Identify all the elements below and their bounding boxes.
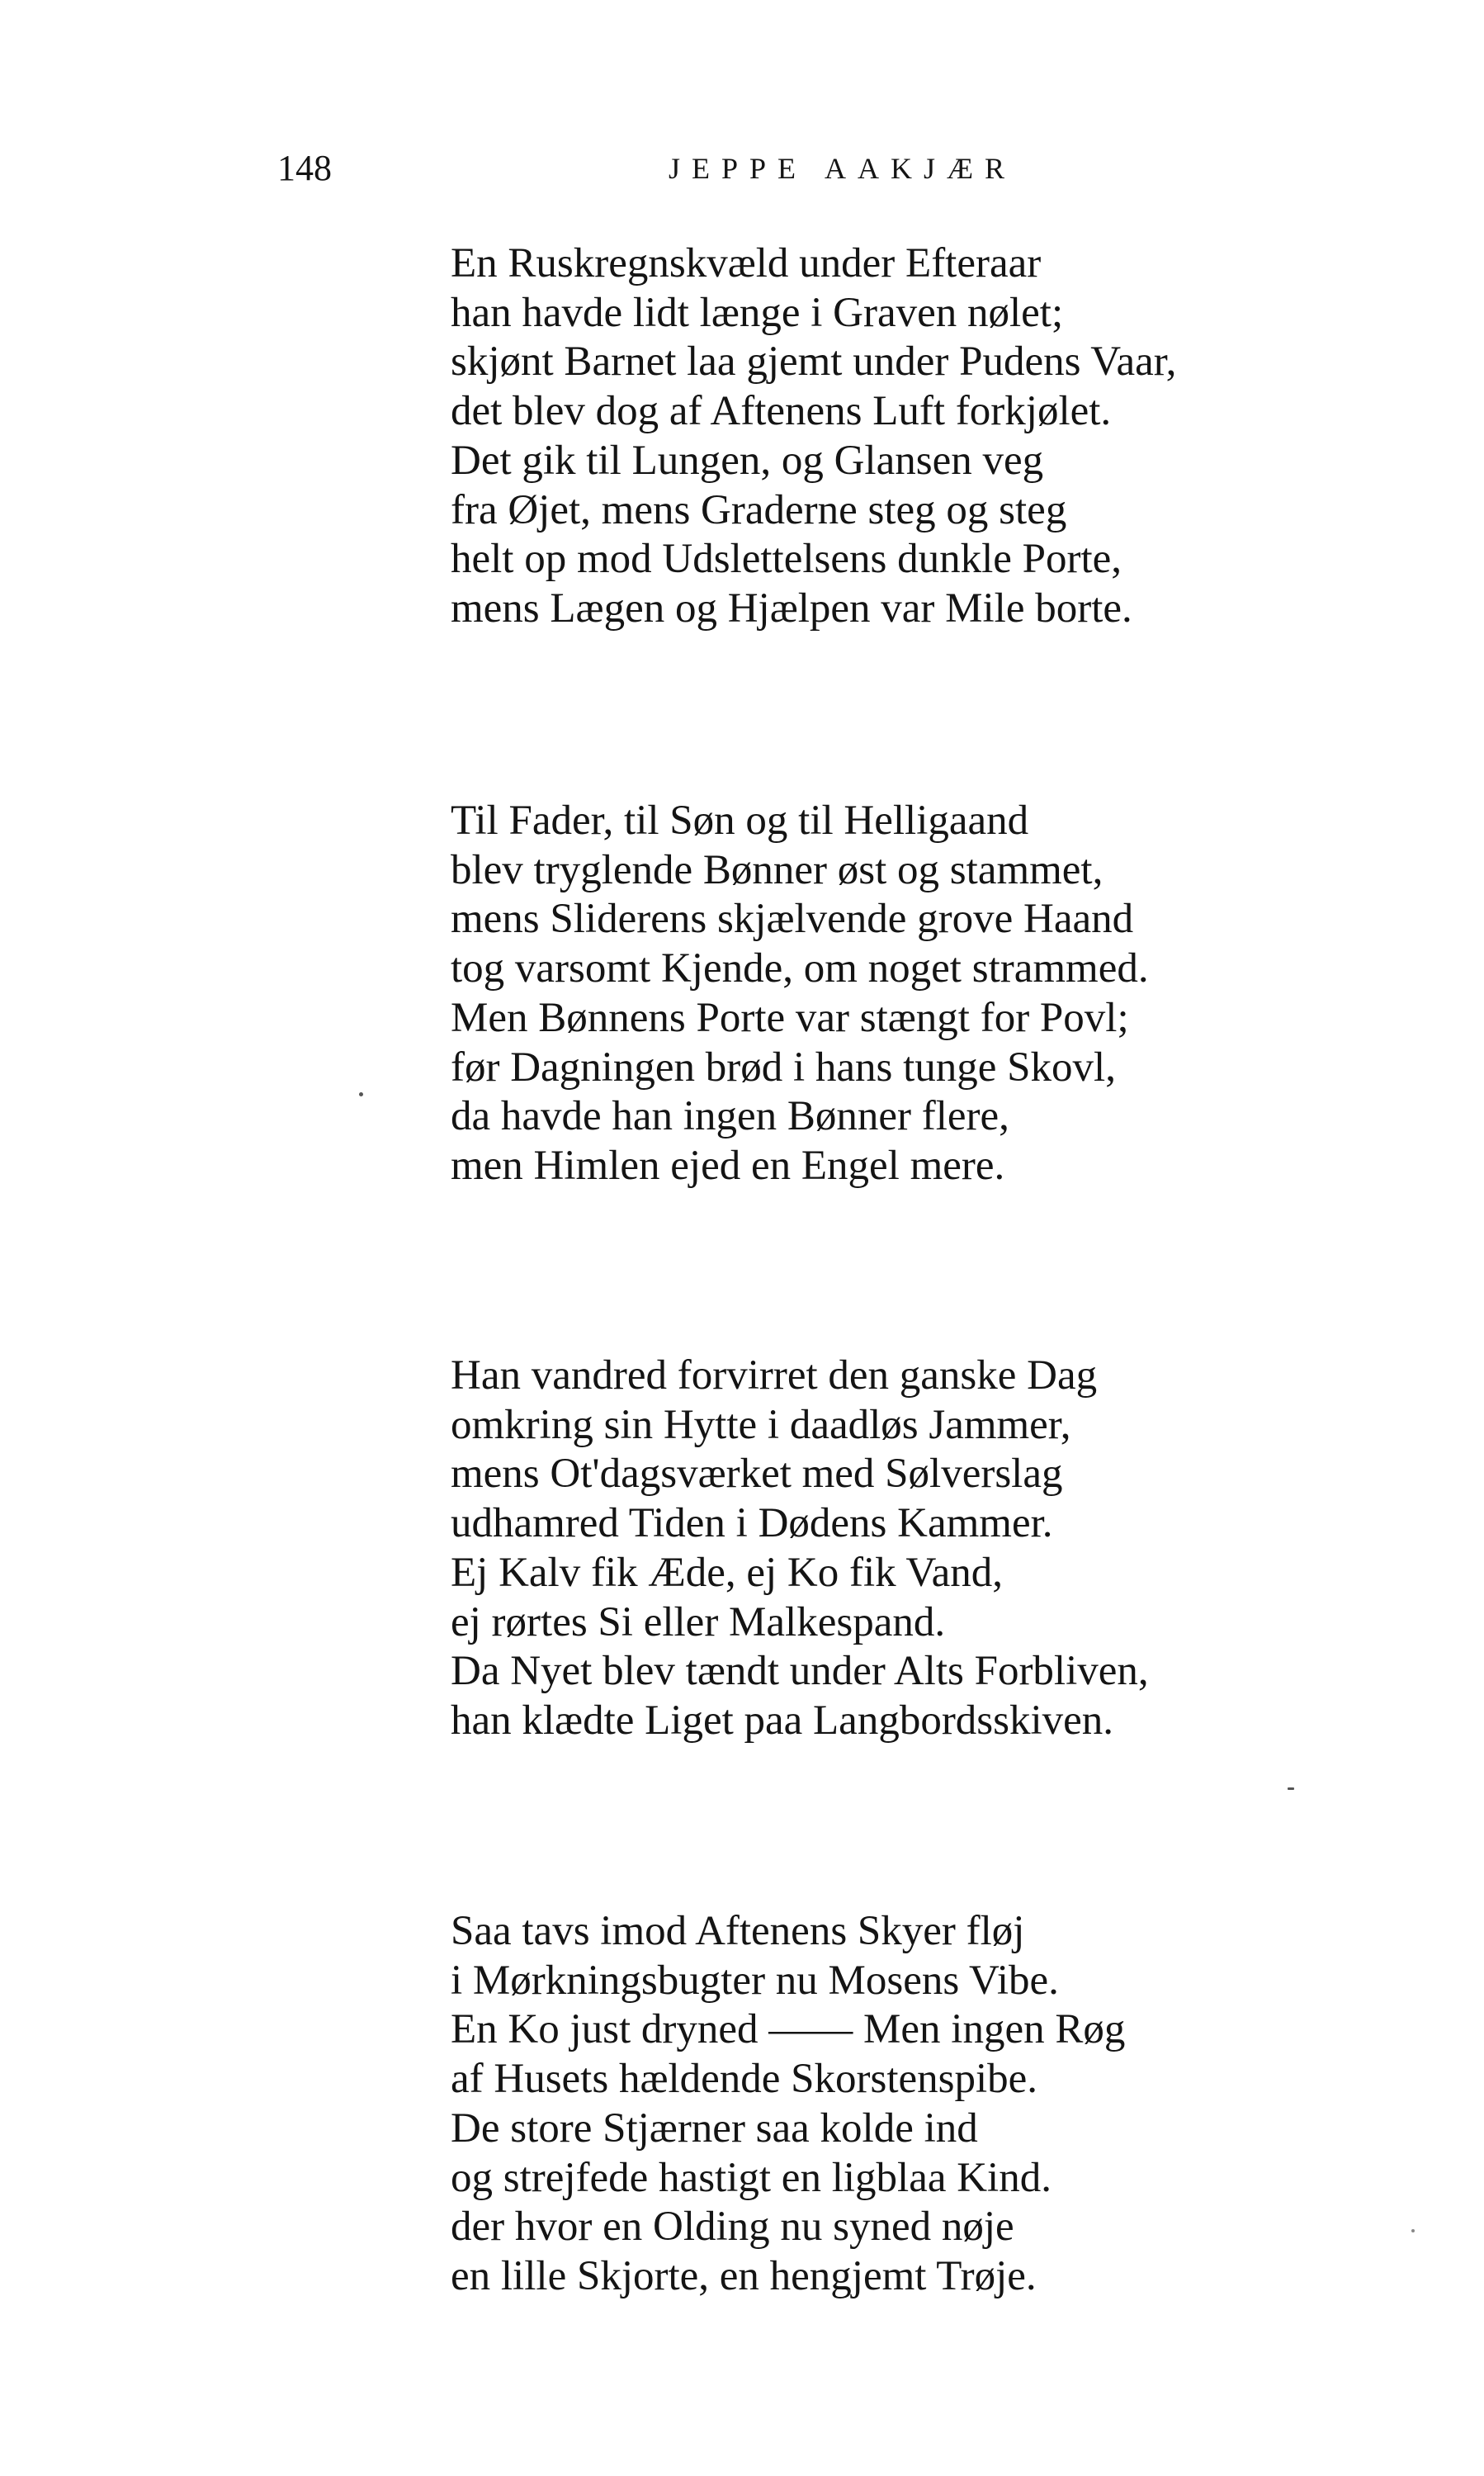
verse-line: han klædte Liget paa Langbordsskiven. [451,1697,1114,1744]
verse-line: En Ruskregnskvæld under Efteraar [451,240,1042,286]
verse-line: tog varsomt Kjende, om noget strammed. [451,945,1149,992]
verse-line: ej rørtes Si eller Malkespand. [451,1598,946,1645]
verse-line: der hvor en Olding nu syned nøje [451,2204,1014,2251]
verse-line: skjønt Barnet laa gjemt under Pudens Vaar, [451,338,1177,386]
verse-line: Det gik til Lungen, og Glansen veg [451,437,1044,484]
verse-line: mens Ot'dagsværket med Sølverslag [451,1451,1063,1498]
stanza [451,239,1408,634]
stanza [451,1907,1408,2302]
verse-line: det blev dog af Aftenens Luft forkjølet. [451,388,1112,435]
verse-line: helt op mod Udslettelsens dunkle Porte, [451,536,1122,583]
verse-line: af Husets hældende Skorstenspibe. [451,2056,1038,2103]
verse-line: En Ko just dryned —— Men ingen Røg [451,2006,1126,2053]
verse-line: i Mørkningsbugter nu Mosens Vibe. [451,1957,1059,2004]
verse-line: Da Nyet blev tændt under Alts Forbliven, [451,1648,1149,1695]
verse-line: Men Bønnens Porte var stængt for Povl; [451,994,1129,1041]
verse-line: Han vandred forvirret den ganske Dag [451,1352,1098,1399]
verse-line: før Dagningen brød i hans tunge Skovl, [451,1044,1116,1091]
verse-line: og strejfede hastigt en ligblaa Kind. [451,2154,1052,2201]
verse-line: omkring sin Hytte i daadløs Jammer, [451,1401,1071,1448]
verse-line: De store Stjærner saa kolde ind [451,2104,978,2152]
verse-line: blev tryglende Bønner øst og stammet, [451,846,1104,893]
scan-speck [1288,1787,1294,1790]
scan-speck [359,1092,363,1096]
verse-line: da havde han ingen Bønner flere, [451,1093,1009,1140]
verse-line: Ej Kalv fik Æde, ej Ko fik Vand, [451,1549,1004,1596]
verse-line: Til Fader, til Søn og til Helligaand [451,798,1029,844]
verse-line: mens Sliderens skjælvende grove Haand [451,896,1134,943]
verse-line: udhamred Tiden i Dødens Kammer. [451,1500,1053,1547]
verse-line: en lille Skjorte, en hengjemt Trøje. [451,2252,1037,2299]
page-number: 148 [277,148,332,188]
stanza [451,797,1408,1191]
verse-line: mens Lægen og Hjælpen var Mile borte. [451,585,1132,632]
verse-line: han havde lidt længe i Graven nølet; [451,289,1064,336]
verse-line: fra Øjet, mens Graderne steg og steg [451,486,1067,533]
verse-line: men Himlen ejed en Engel mere. [451,1142,1005,1189]
running-head: JEPPE AAKJÆR [669,152,1017,185]
scan-speck [1411,2229,1415,2232]
verse-line: Saa tavs imod Aftenens Skyer fløj [451,1908,1025,1954]
stanza [451,1352,1408,1746]
